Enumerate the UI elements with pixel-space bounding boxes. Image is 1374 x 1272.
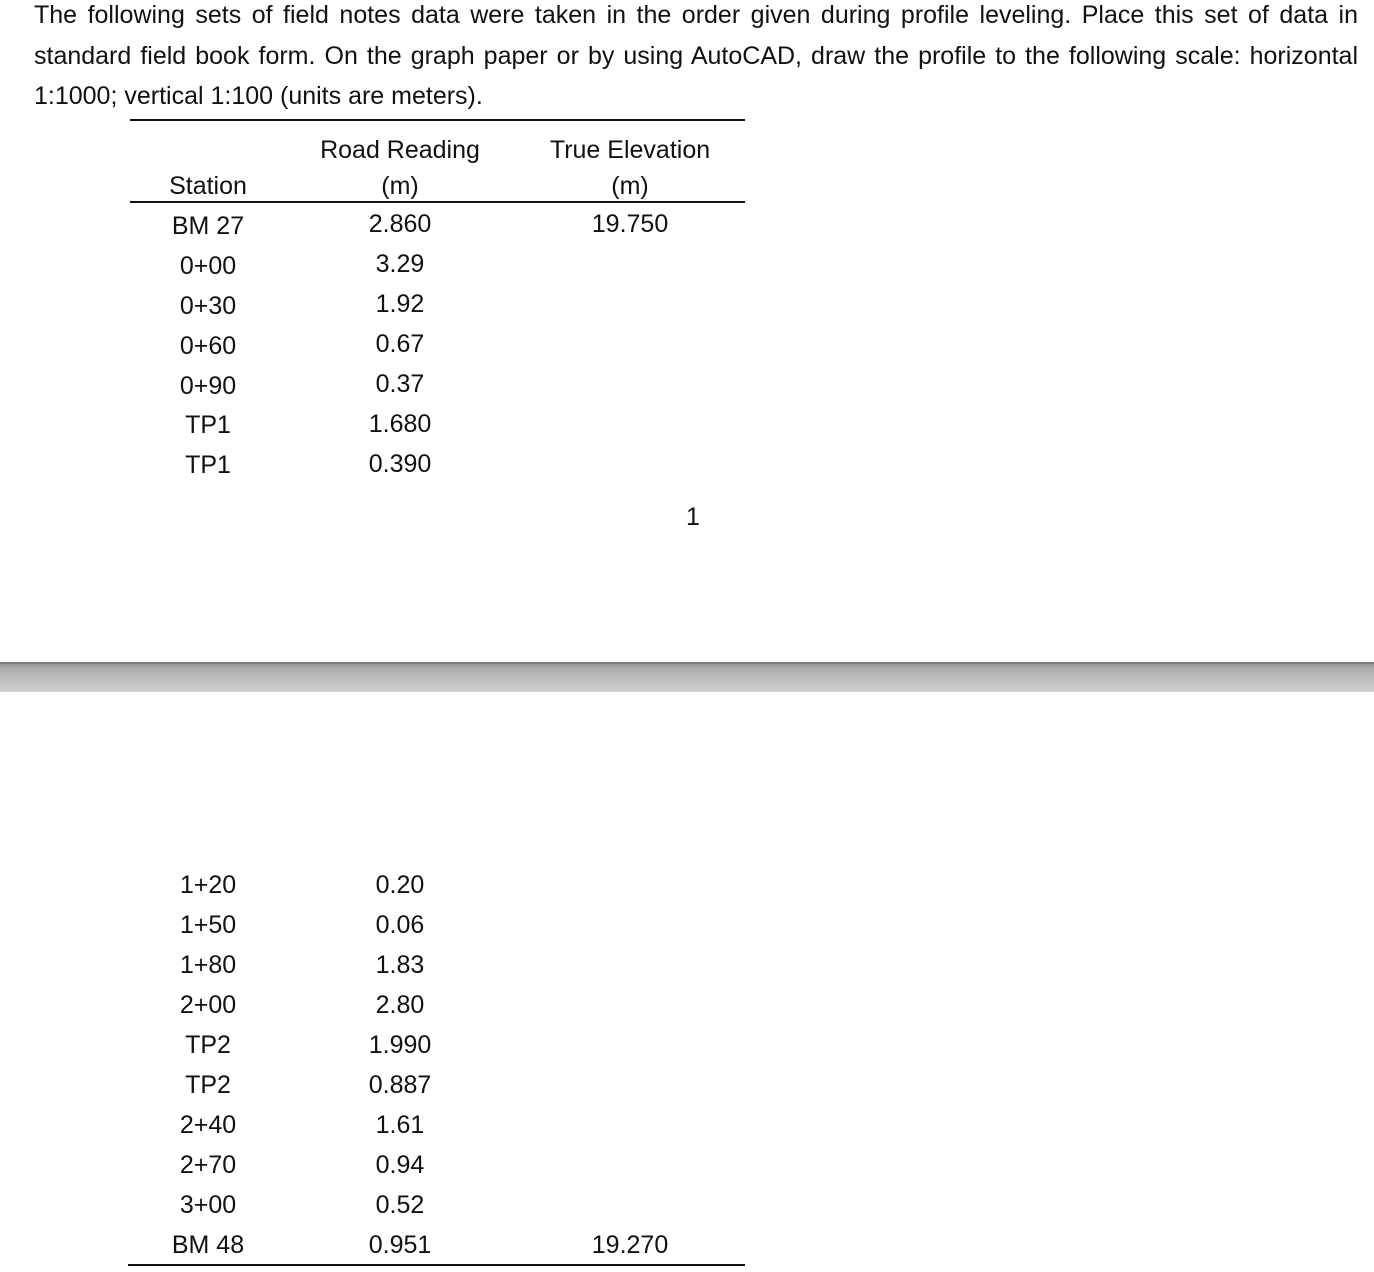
reading-cell: 2.860: [368, 210, 432, 238]
station-cell: 1+20: [179, 871, 237, 899]
header-bottom-rule: [130, 201, 745, 203]
station-cell: 2+00: [179, 991, 237, 1019]
station-cell: 3+00: [179, 1191, 237, 1219]
station-cell: 1+80: [179, 951, 237, 979]
station-cell: 0+00: [179, 252, 237, 280]
station-cell: 2+70: [179, 1151, 237, 1179]
instructions-paragraph: The following sets of field notes data were taken in the order given during profile leveling. Place this set of data in standard field book form. On the graph paper or by using AutoCAD, draw the profile to the following scale: horizontal 1:1000; vertical 1:100 (units are meters).: [34, 1, 1358, 110]
header-true-elevation-unit: (m): [611, 172, 649, 200]
reading-cell: 3.29: [375, 250, 425, 278]
reading-cell: 0.52: [375, 1191, 425, 1219]
reading-cell: 1.83: [375, 951, 425, 979]
station-cell: BM 48: [171, 1231, 245, 1259]
elevation-cell: 19.270: [591, 1231, 669, 1259]
station-cell: TP1: [185, 411, 231, 439]
station-cell: 0+90: [179, 372, 237, 400]
reading-cell: 0.951: [368, 1231, 432, 1259]
station-cell: TP1: [185, 451, 231, 479]
reading-cell: 0.94: [375, 1151, 425, 1179]
header-road-reading-unit: (m): [381, 172, 419, 200]
header-true-elevation: True Elevation: [549, 136, 711, 164]
station-cell: 0+60: [179, 332, 237, 360]
reading-cell: 2.80: [375, 991, 425, 1019]
reading-cell: 0.20: [375, 871, 425, 899]
elevation-cell: 19.750: [591, 210, 669, 238]
table-bottom-rule: [128, 1264, 745, 1266]
table-top-rule: [130, 119, 745, 121]
document-page-2: [0, 692, 1374, 1272]
reading-cell: 0.67: [375, 330, 425, 358]
reading-cell: 0.06: [375, 911, 425, 939]
station-cell: 1+50: [179, 911, 237, 939]
header-station: Station: [169, 172, 247, 200]
reading-cell: 1.990: [368, 1031, 432, 1059]
reading-cell: 0.37: [375, 370, 425, 398]
station-cell: TP2: [185, 1071, 231, 1099]
page-break-separator: [0, 662, 1374, 692]
station-cell: 2+40: [179, 1111, 237, 1139]
reading-cell: 0.390: [368, 450, 432, 478]
station-cell: 0+30: [179, 292, 237, 320]
page-break-shadow: [0, 662, 1374, 664]
reading-cell: 1.61: [375, 1111, 425, 1139]
station-cell: BM 27: [171, 212, 245, 240]
page-number: 1: [686, 503, 700, 531]
station-cell: TP2: [185, 1031, 231, 1059]
reading-cell: 1.92: [375, 290, 425, 318]
header-road-reading: Road Reading: [320, 136, 480, 164]
reading-cell: 1.680: [368, 410, 432, 438]
reading-cell: 0.887: [368, 1071, 432, 1099]
